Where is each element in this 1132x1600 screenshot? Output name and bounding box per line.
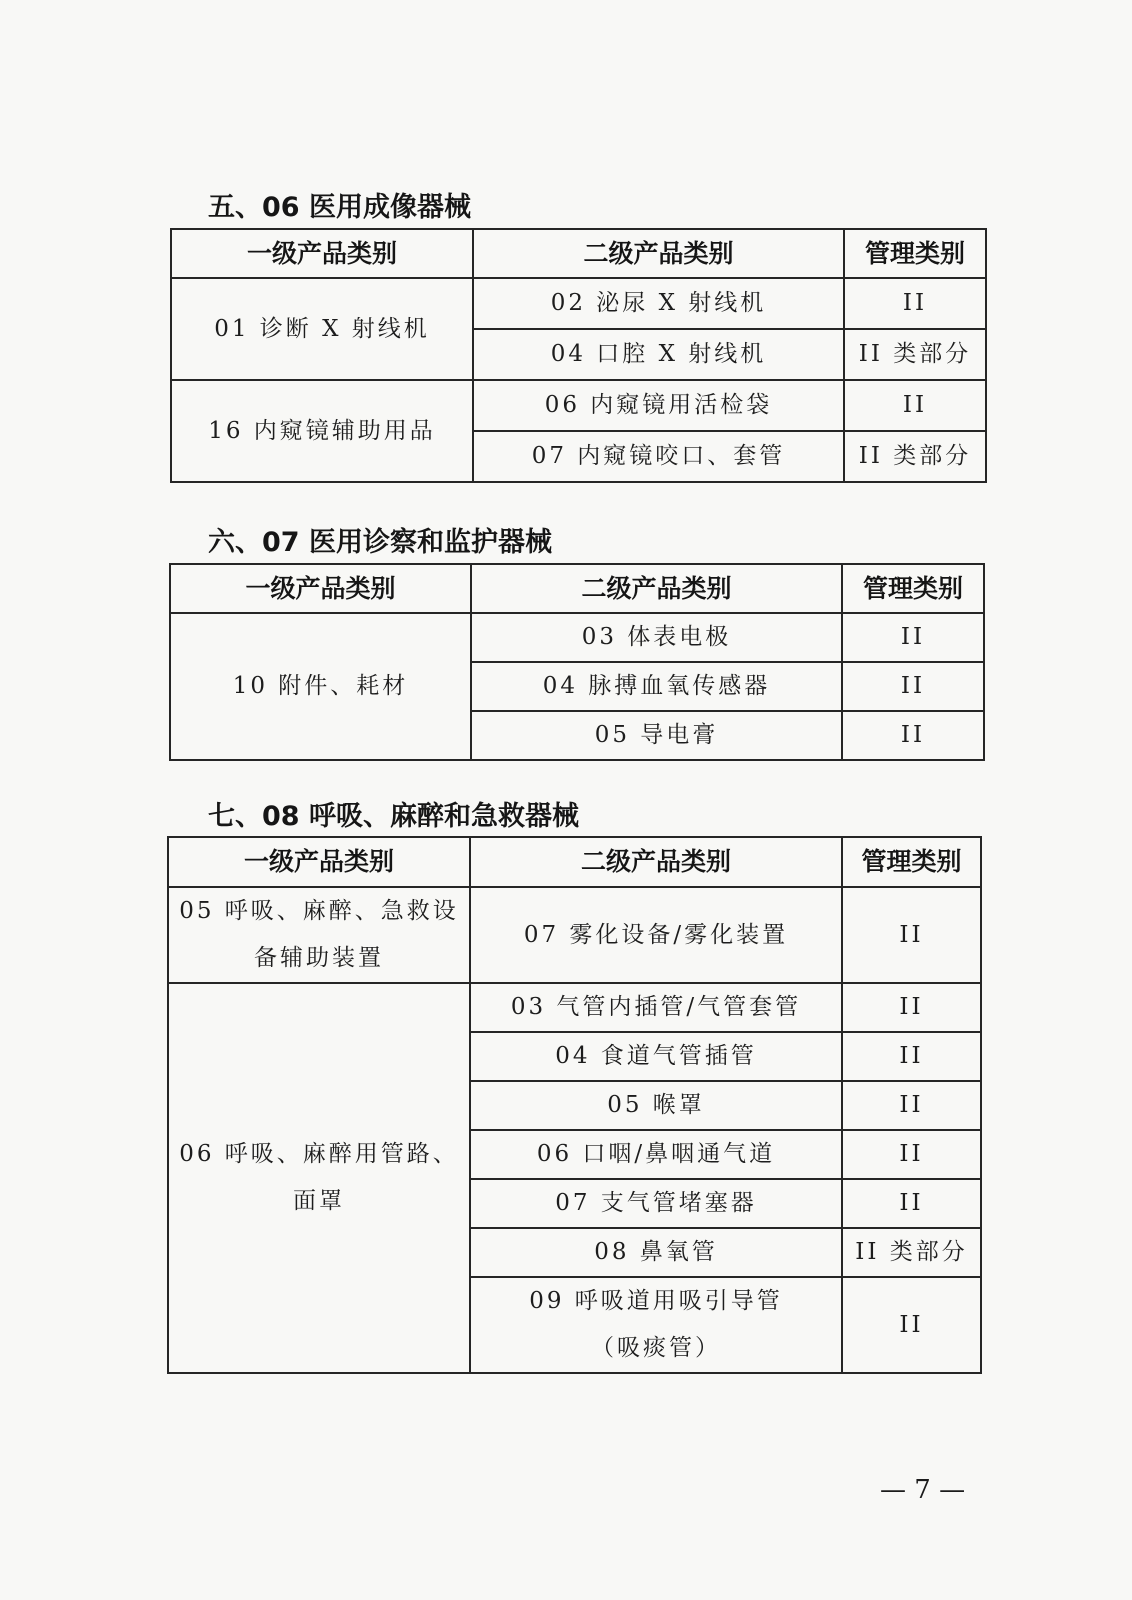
header-primary-category: 一级产品类别 (170, 564, 471, 613)
primary-category-cell (168, 887, 470, 983)
secondary-category-cell: 05 导电膏 (471, 711, 842, 760)
management-class-cell: II (842, 887, 981, 983)
header-secondary-category: 二级产品类别 (473, 229, 844, 278)
secondary-category-cell: 08 鼻氧管 (470, 1228, 842, 1277)
section-heading: 五、06 医用成像器械 (208, 192, 471, 223)
primary-category-cell (168, 983, 470, 1373)
secondary-category-cell: 04 脉搏血氧传感器 (471, 662, 842, 711)
secondary-category-line: 09 呼吸道用吸引导管 (529, 1288, 783, 1314)
header-secondary-category: 二级产品类别 (470, 837, 842, 887)
primary-category-cell: 16 内窥镜辅助用品 (171, 380, 473, 482)
page-number: — 7 — (880, 1475, 966, 1505)
table-row (170, 613, 984, 662)
management-class-cell: II (842, 662, 984, 711)
management-class-cell: II (842, 613, 984, 662)
secondary-category-cell: 06 口咽/鼻咽通气道 (470, 1130, 842, 1179)
header-management-class: 管理类别 (842, 564, 984, 613)
primary-category-line: 06 呼吸、麻醉用管路、 (179, 1141, 459, 1167)
primary-category-cell: 10 附件、耗材 (170, 613, 471, 760)
table-header-row (168, 837, 981, 887)
header-management-class: 管理类别 (842, 837, 981, 887)
secondary-category-cell (470, 1277, 842, 1373)
table-row (168, 983, 981, 1032)
respiratory-anesthesia-table (167, 836, 982, 1374)
management-class-cell: II (842, 1081, 981, 1130)
section-heading: 六、07 医用诊察和监护器械 (208, 527, 552, 558)
secondary-category-line: （吸痰管） (591, 1335, 721, 1361)
primary-category-line: 05 呼吸、麻醉、急救设 (179, 898, 459, 924)
management-class-cell: II 类部分 (844, 329, 986, 380)
secondary-category-cell: 04 口腔 X 射线机 (473, 329, 844, 380)
management-class-cell: II (842, 1277, 981, 1373)
secondary-category-cell: 07 支气管堵塞器 (470, 1179, 842, 1228)
table-row (168, 887, 981, 983)
secondary-category-cell: 02 泌尿 X 射线机 (473, 278, 844, 329)
table-row (171, 278, 986, 329)
primary-category-cell: 01 诊断 X 射线机 (171, 278, 473, 380)
management-class-cell: II (842, 1179, 981, 1228)
imaging-devices-table (170, 228, 987, 483)
table-header-row (171, 229, 986, 278)
secondary-category-cell: 04 食道气管插管 (470, 1032, 842, 1081)
management-class-cell: II 类部分 (842, 1228, 981, 1277)
secondary-category-cell: 06 内窥镜用活检袋 (473, 380, 844, 431)
management-class-cell: II (842, 983, 981, 1032)
secondary-category-cell: 07 内窥镜咬口、套管 (473, 431, 844, 482)
table-header-row (170, 564, 984, 613)
header-primary-category: 一级产品类别 (168, 837, 470, 887)
section-heading: 七、08 呼吸、麻醉和急救器械 (208, 801, 579, 832)
header-secondary-category: 二级产品类别 (471, 564, 842, 613)
secondary-category-cell: 05 喉罩 (470, 1081, 842, 1130)
header-management-class: 管理类别 (844, 229, 986, 278)
management-class-cell: II (842, 711, 984, 760)
header-primary-category: 一级产品类别 (171, 229, 473, 278)
management-class-cell: II (844, 278, 986, 329)
secondary-category-cell: 03 体表电极 (471, 613, 842, 662)
management-class-cell: II (842, 1130, 981, 1179)
management-class-cell: II 类部分 (844, 431, 986, 482)
table-row (171, 380, 986, 431)
primary-category-line: 面罩 (293, 1188, 345, 1214)
diagnosis-monitoring-table (169, 563, 985, 761)
management-class-cell: II (842, 1032, 981, 1081)
primary-category-line: 备辅助装置 (254, 945, 384, 971)
secondary-category-cell: 07 雾化设备/雾化装置 (470, 887, 842, 983)
management-class-cell: II (844, 380, 986, 431)
secondary-category-cell: 03 气管内插管/气管套管 (470, 983, 842, 1032)
